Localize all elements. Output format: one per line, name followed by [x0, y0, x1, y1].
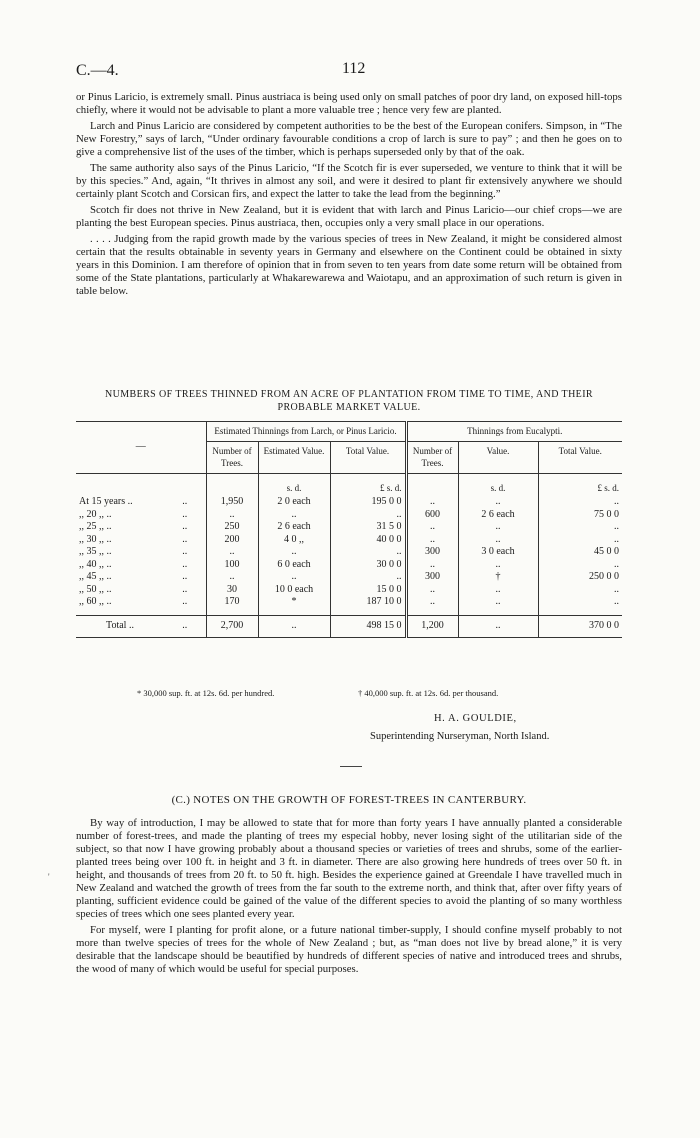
footnote-1: * 30,000 sup. ft. at 12s. 6d. per hundred.	[137, 688, 275, 698]
cell-etotal: 75 0 0	[538, 509, 622, 522]
report-code: C.—4.	[76, 62, 119, 79]
units-lsd: £ s. d.	[330, 473, 406, 494]
units-sd-euc: s. d.	[458, 473, 538, 494]
cell-dots: ..	[182, 596, 188, 607]
intro-paragraph-5: . . . . Judging from the rapid growth made by the various species of trees in New Zealand, it might be considered almost certain that the results obtainable in seventy years in Germany and elsewhere on the Continent could be obtained in sixty years in this Dominion. I am therefore of opinion that in from seven to ten years from date some return will be obtained from some of the State plantations, particularly at Whakarewarewa and Waiotapu, and an approximation of such return is given in table below.	[76, 233, 622, 297]
cell-dots: ..	[182, 496, 188, 507]
cell-enum: 300	[406, 546, 458, 559]
cell-total: ..	[330, 546, 406, 559]
cell-enum: ..	[406, 534, 458, 547]
cell-age: ,, 20 ,, ..	[79, 508, 112, 520]
col-header-total-euc: Total Value.	[538, 441, 622, 473]
signature-title: Superintending Nurseryman, North Island.	[370, 731, 550, 742]
cell-est: 10 0 each	[258, 584, 330, 597]
cell-num: 170	[206, 596, 258, 615]
cell-total: 31 5 0	[330, 521, 406, 534]
cell-age: ,, 40 ,, ..	[79, 558, 112, 570]
cell-etotal: ..	[538, 559, 622, 572]
cell-dots: ..	[182, 571, 188, 582]
section-divider	[340, 766, 362, 767]
cell-dots: ..	[182, 546, 188, 557]
group-header-larch: Estimated Thinnings from Larch, or Pinus Laricio.	[206, 422, 406, 442]
footnote-2: † 40,000 sup. ft. at 12s. 6d. per thousand.	[358, 688, 499, 698]
cell-total: ..	[330, 571, 406, 584]
table-body	[76, 494, 622, 615]
cell-dots: ..	[182, 583, 188, 595]
cell-enum: ..	[406, 596, 458, 615]
units-sd: s. d.	[258, 473, 330, 494]
cell-num: ..	[206, 509, 258, 522]
cell-num: ..	[206, 546, 258, 559]
table-row	[76, 584, 622, 597]
cell-age: ,, 50 ,, ..	[79, 583, 112, 595]
cell-etotal: ..	[538, 534, 622, 547]
cell-enum: ..	[406, 559, 458, 572]
cell-etotal: ..	[538, 521, 622, 534]
total-total: 498 15 0	[330, 615, 406, 637]
group-header-eucalypti: Thinnings from Eucalypti.	[406, 422, 622, 442]
intro-paragraph-1: or Pinus Laricio, is extremely small. Pinus austriaca is being used only on small patches of poor dry land, on exposed hill-tops chiefly, where it would not be advisable to plant a more valuable tree ; hence very few are planted.	[76, 91, 622, 116]
cell-total: ..	[330, 509, 406, 522]
thinning-table	[76, 421, 622, 638]
table-row	[76, 559, 622, 572]
cell-enum: ..	[406, 521, 458, 534]
cell-age: ,, 30 ,, ..	[79, 533, 112, 545]
cell-etotal: 250 0 0	[538, 571, 622, 584]
col-header-number: Number of Trees.	[206, 441, 258, 473]
table-row	[76, 494, 622, 509]
total-label: Total ..	[76, 615, 164, 637]
cell-etotal: ..	[538, 584, 622, 597]
cell-num: ..	[206, 571, 258, 584]
cell-total: 195 0 0	[330, 494, 406, 509]
units-lsd-euc: £ s. d.	[538, 473, 622, 494]
total-etotal: 370 0 0	[538, 615, 622, 637]
cell-enum: 600	[406, 509, 458, 522]
section-paragraph-2: For myself, were I planting for profit alone, or a future national timber-supply, I should confine myself probably to not more than twelve species of trees for the whole of New Zealand ; but, as “man does not live by bread alone,” it is very desirable that the landscape should be beautified by hundreds of different species of native and introduced trees and shrubs, the wood of many of which would be useful for special purposes.	[76, 924, 622, 975]
table-stub-head: —	[76, 422, 206, 474]
table-row	[76, 546, 622, 559]
total-dots: ..	[164, 615, 206, 637]
table-row	[76, 571, 622, 584]
cell-etotal: 45 0 0	[538, 546, 622, 559]
cell-eval: 2 6 each	[458, 509, 538, 522]
cell-dots: ..	[182, 558, 188, 570]
cell-eval: 3 0 each	[458, 546, 538, 559]
section-text	[76, 817, 622, 979]
cell-total: 40 0 0	[330, 534, 406, 547]
col-header-estimated-value: Estimated Value.	[258, 441, 330, 473]
cell-age: At 15 years ..	[79, 496, 133, 507]
cell-num: 30	[206, 584, 258, 597]
cell-etotal: ..	[538, 596, 622, 615]
table-row	[76, 509, 622, 522]
intro-paragraph-3: The same authority also says of the Pinus Laricio, “If the Scotch fir is ever superseded, we venture to think that it will be by this species.” And, again, “It thrives in almost any soil, and were it desired to plant fir extensively anywhere we should certainly plant Scotch and Corsican firs, and expect the latter to take the lead from the beginning.”	[76, 162, 622, 200]
cell-est: ..	[258, 546, 330, 559]
table-title-line-1: NUMBERS OF TREES THINNED FROM AN ACRE OF PLANTATION FROM TIME TO TIME, AND THEIR	[104, 389, 593, 400]
cell-dots: ..	[182, 533, 188, 545]
intro-text	[76, 91, 622, 301]
cell-est: ..	[258, 571, 330, 584]
cell-enum: ..	[406, 494, 458, 509]
total-enum: 1,200	[406, 615, 458, 637]
cell-eval: †	[458, 571, 538, 584]
col-header-value-euc: Value.	[458, 441, 538, 473]
col-header-number-euc: Number of Trees.	[406, 441, 458, 473]
cell-num: 100	[206, 559, 258, 572]
cell-num: 1,950	[206, 494, 258, 509]
cell-est: *	[258, 596, 330, 615]
cell-num: 200	[206, 534, 258, 547]
table-title	[76, 388, 622, 414]
cell-total: 30 0 0	[330, 559, 406, 572]
section-title: (C.) NOTES ON THE GROWTH OF FOREST-TREES IN CANTERBURY.	[171, 794, 527, 806]
cell-eval: ..	[458, 559, 538, 572]
cell-etotal: ..	[538, 494, 622, 509]
table-row	[76, 521, 622, 534]
cell-est: 6 0 each	[258, 559, 330, 572]
cell-eval: ..	[458, 534, 538, 547]
cell-eval: ..	[458, 494, 538, 509]
intro-paragraph-4: Scotch fir does not thrive in New Zealand, but it is evident that with larch and Pinus Laricio—our chief crops—we are planting the best European species. Pinus austriaca, then, occupies only a very small place in our operations.	[76, 204, 622, 229]
cell-enum: 300	[406, 571, 458, 584]
table-title-line-2: PROBABLE MARKET VALUE.	[277, 402, 421, 413]
cell-dots: ..	[182, 508, 188, 520]
cell-enum: ..	[406, 584, 458, 597]
cell-age: ,, 60 ,, ..	[79, 596, 112, 607]
col-header-total-value: Total Value.	[330, 441, 406, 473]
cell-eval: ..	[458, 521, 538, 534]
cell-num: 250	[206, 521, 258, 534]
page-number: 112	[342, 60, 366, 77]
intro-paragraph-2: Larch and Pinus Laricio are considered by competent authorities to be the best of the European conifers. Simpson, in “The New Forestry,” says of larch, “Under ordinary favourable conditions a crop of larch is sure to pay” ; and then he goes on to give a comprehensive list of the uses of the timber, which is perhaps superseded only by that of the oak.	[76, 120, 622, 158]
total-num: 2,700	[206, 615, 258, 637]
cell-est: ..	[258, 509, 330, 522]
table-row	[76, 534, 622, 547]
total-eval: ..	[458, 615, 538, 637]
cell-dots: ..	[182, 521, 188, 532]
cell-age: ,, 25 ,, ..	[79, 521, 112, 532]
cell-eval: ..	[458, 584, 538, 597]
cell-age: ,, 45 ,, ..	[79, 571, 112, 582]
section-paragraph-1: By way of introduction, I may be allowed to state that for more than forty years I have annually planted a considerable number of forest-trees, and made the planting of trees my especial hobby, never losing sight of the utilitarian side of the subject, so that now I have growing probably about a thousand species or varieties of trees and shrubs, some of the earlier-planted trees being over 100 ft. in height and 3 ft. in diameter. There are also growing here hundreds of trees over 50 ft. in height, and thousands of trees from 20 ft. to 50 ft. high. Besides the experience gained at Greendale I have travelled much in New Zealand and watched the growth of trees from the far south to the extreme north, and think that, after over fifty years of planting, sufficient evidence could be gained of the value of the different species to avoid the planting of so many worthless species of trees which one sees planted every year.	[76, 817, 622, 920]
cell-eval: ..	[458, 596, 538, 615]
cell-est: 2 6 each	[258, 521, 330, 534]
cell-total: 187 10 0	[330, 596, 406, 615]
table-row	[76, 596, 622, 615]
cell-age: ,, 35 ,, ..	[79, 546, 112, 557]
cell-est: 4 0 ,,	[258, 534, 330, 547]
cell-est: 2 0 each	[258, 494, 330, 509]
signature-name: H. A. GOULDIE,	[434, 713, 517, 724]
cell-total: 15 0 0	[330, 584, 406, 597]
margin-mark: '	[48, 872, 50, 882]
total-est: ..	[258, 615, 330, 637]
